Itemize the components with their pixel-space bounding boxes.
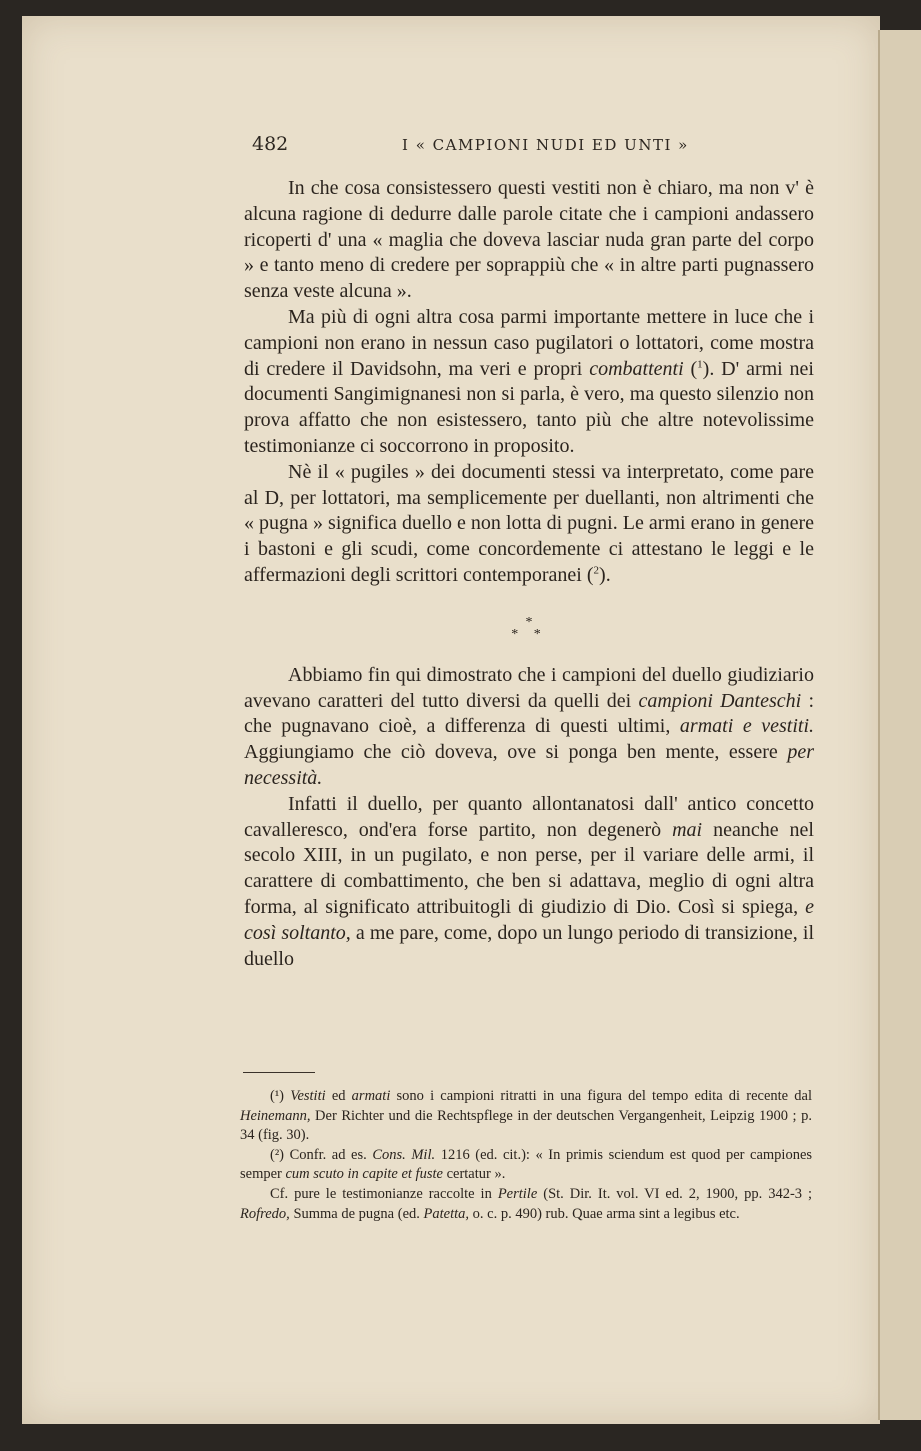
footnote-2: (²) Confr. ad es. Cons. Mil. 1216 (ed. cit.): « In primis sciendum est quod per campiones semper cum scuto in capite et fuste certatur ». <box>240 1146 813 1183</box>
footnote-ref-2: 2 <box>593 564 600 577</box>
page-header <box>252 133 812 159</box>
running-title: I « CAMPIONI NUDI ED UNTI » <box>402 136 689 154</box>
footnote-2-continued: Cf. pure le testimonianze raccolte in Pertile (St. Dir. It. vol. VI ed. 2, 1900, pp. 342-3 ; Rofredo, Summa de pugna (ed. Patetta, o. c. p. 490) rub. Quae arma sint a legibus etc. <box>240 1185 813 1222</box>
paragraph-1: In che cosa consistessero questi vestiti non è chiaro, ma non v' è alcuna ragione di dedurre dalle parole citate che i campioni andassero ricoperti d' una « maglia che doveva lasciar nuda gran parte del corpo » e tanto meno di credere per soprappiù che « in altre parti pugnassero senza veste alcuna ». <box>244 177 814 303</box>
footnotes <box>240 1087 812 1224</box>
body-text <box>244 176 814 972</box>
paragraph-5: Infatti il duello, per quanto allontanatosi dall' antico concetto cavalleresco, ond'era forse partito, non degenerò mai neanche nel secolo XIII, in un pugilato, e non perse, per il variare delle armi, il carattere di combattimento, che ben si adattava, meglio di ogni altra forma, al significato attribuitogli di giudizio di Dio. Così si spiega, e così soltanto, a me pare, come, dopo un lungo periodo di transizione, il duello <box>244 792 815 970</box>
next-page-edge <box>878 30 921 1420</box>
footnote-divider <box>243 1072 315 1073</box>
footnote-ref-1: 1 <box>697 357 703 370</box>
footnote-1: (¹) Vestiti ed armati sono i campioni ritratti in una figura del tempo edita di recente dal Heinemann, Der Richter und die Rechtspflege in der deutschen Vergangenheit, Leipzig 1900 ; p. 34 (fig. 30). <box>240 1088 813 1144</box>
italic-term: combattenti <box>589 357 684 380</box>
paragraph-2: Ma più di ogni altra cosa parmi importante mettere in luce che i campioni non erano in nessun caso pugilatori o lottatori, come mostra di credere il Davidsohn, ma veri e propri combattenti ($^1$). D' armi nei documenti Sangimignanesi non si parla, è vero, ma questo silenzio non prova affatto che non esistessero, tanto più che altre notevolissime testimonianze ci soccorrono in proposito. <box>244 305 814 457</box>
paragraph-4: Abbiamo fin qui dimostrato che i campioni del duello giudiziario avevano caratteri del tutto diversi da quelli dei campioni Danteschi : che pugnavano cioè, a differenza di questi ultimi, armati e vestiti. Aggiungiamo che ciò doveva, ove si ponga ben mente, essere per necessità. <box>244 663 815 789</box>
scan-background <box>0 1424 921 1451</box>
paragraph-3: Nè il « pugiles » dei documenti stessi va interpretato, come pare al D, per lottatori, ma semplicemente per duellanti, non altrimenti che « pugna » significa duello e non lotta di pugni. Le armi erano in genere i bastoni e gli scudi, come concordemente ci attestano le leggi e le affermazioni degli scrittori contemporanei ($^2$). <box>244 460 814 586</box>
section-asterism: * * * <box>511 614 547 642</box>
page-number: 482 <box>252 133 289 155</box>
